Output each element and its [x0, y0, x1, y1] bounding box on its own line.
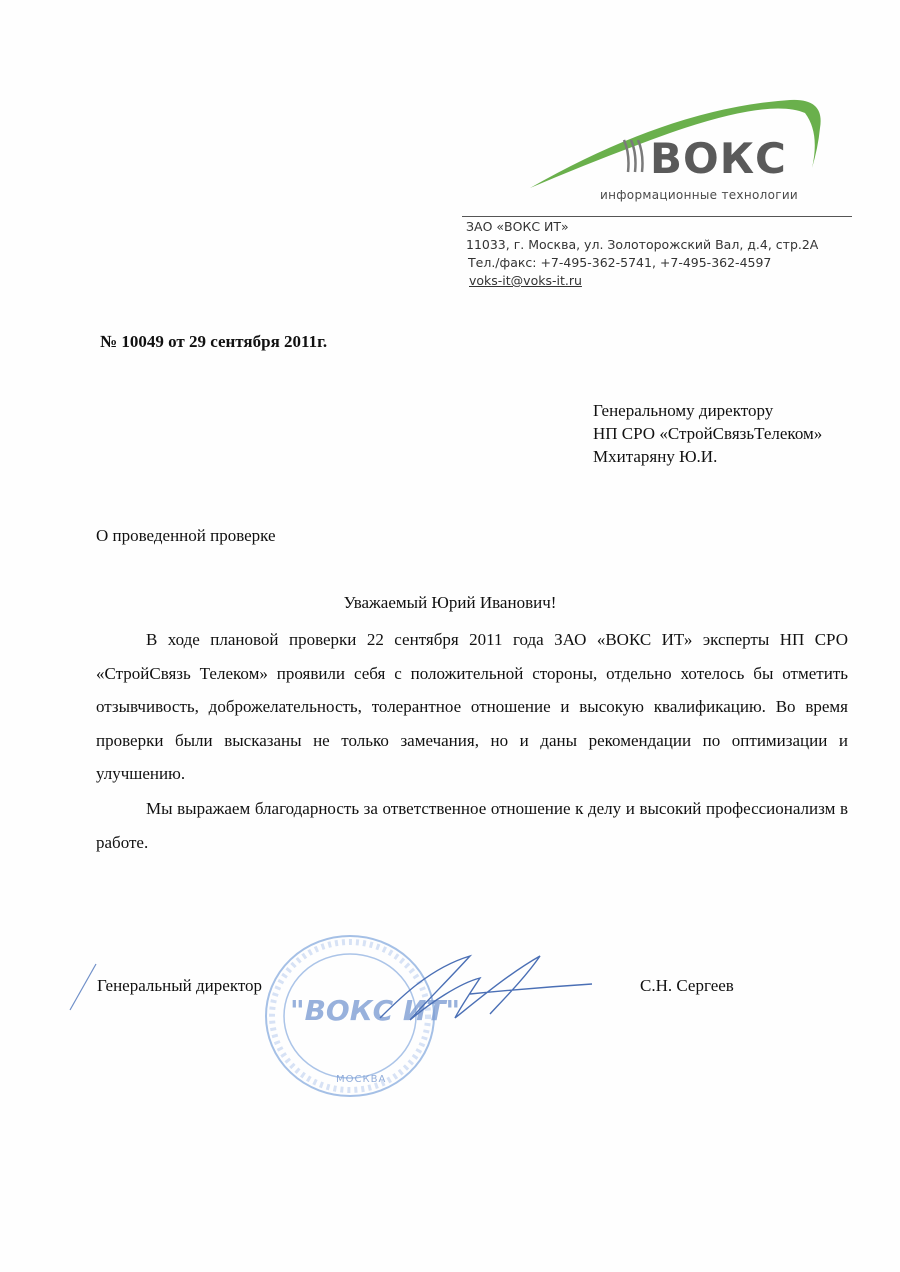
addressee-name: Мхитаряну Ю.И. [593, 447, 718, 466]
company-email-link[interactable]: voks-it@voks-it.ru [469, 273, 582, 288]
company-logo [520, 88, 850, 213]
stamp-company-text: "ВОКС ИТ" [290, 994, 461, 1027]
addressee-position: Генеральному директору [593, 401, 774, 420]
document-number: № 10049 от 29 сентября 2011г. [100, 332, 328, 351]
letter-subject: О проведенной проверке [96, 526, 276, 545]
body-paragraph: В ходе плановой проверки 22 сентября 2011 года ЗАО «ВОКС ИТ» эксперты НП СРО «СтройСвязь Телеком» проявили себя с положительной стороны, отдельно хотелось бы отметить отзывчивость, доброжелательность, толерантное отношение и высокую квалификацию. Во время проверки были высказаны не только замечания, но и даны рекомендации по оптимизации и улучшению. [96, 630, 848, 784]
addressee-block [593, 399, 822, 468]
letter-greeting: Уважаемый Юрий Иванович! [343, 593, 557, 612]
stamp-city-text: МОСКВА [336, 1074, 387, 1085]
signatory-name: С.Н. Сергеев [640, 976, 734, 995]
body-paragraph: Мы выражаем благодарность за ответственное отношение к делу и высокий профессионализм в работе. [96, 798, 848, 852]
header-divider [462, 216, 852, 217]
letter-body [96, 623, 848, 859]
logo-tagline: информационные технологии [600, 188, 799, 202]
company-address: 11033, г. Москва, ул. Золоторожский Вал, д.4, стр.2А [466, 237, 819, 252]
company-name: ЗАО «ВОКС ИТ» [466, 219, 569, 234]
company-details [466, 218, 818, 290]
signatory-title: Генеральный директор [97, 976, 263, 995]
handwritten-signature [360, 948, 600, 1028]
company-phone: Тел./факс: +7-495-362-5741, +7-495-362-4597 [468, 255, 772, 270]
logo-wordmark: ВОКС [650, 134, 787, 183]
addressee-organization: НП СРО «СтройСвязьТелеком» [593, 424, 823, 443]
